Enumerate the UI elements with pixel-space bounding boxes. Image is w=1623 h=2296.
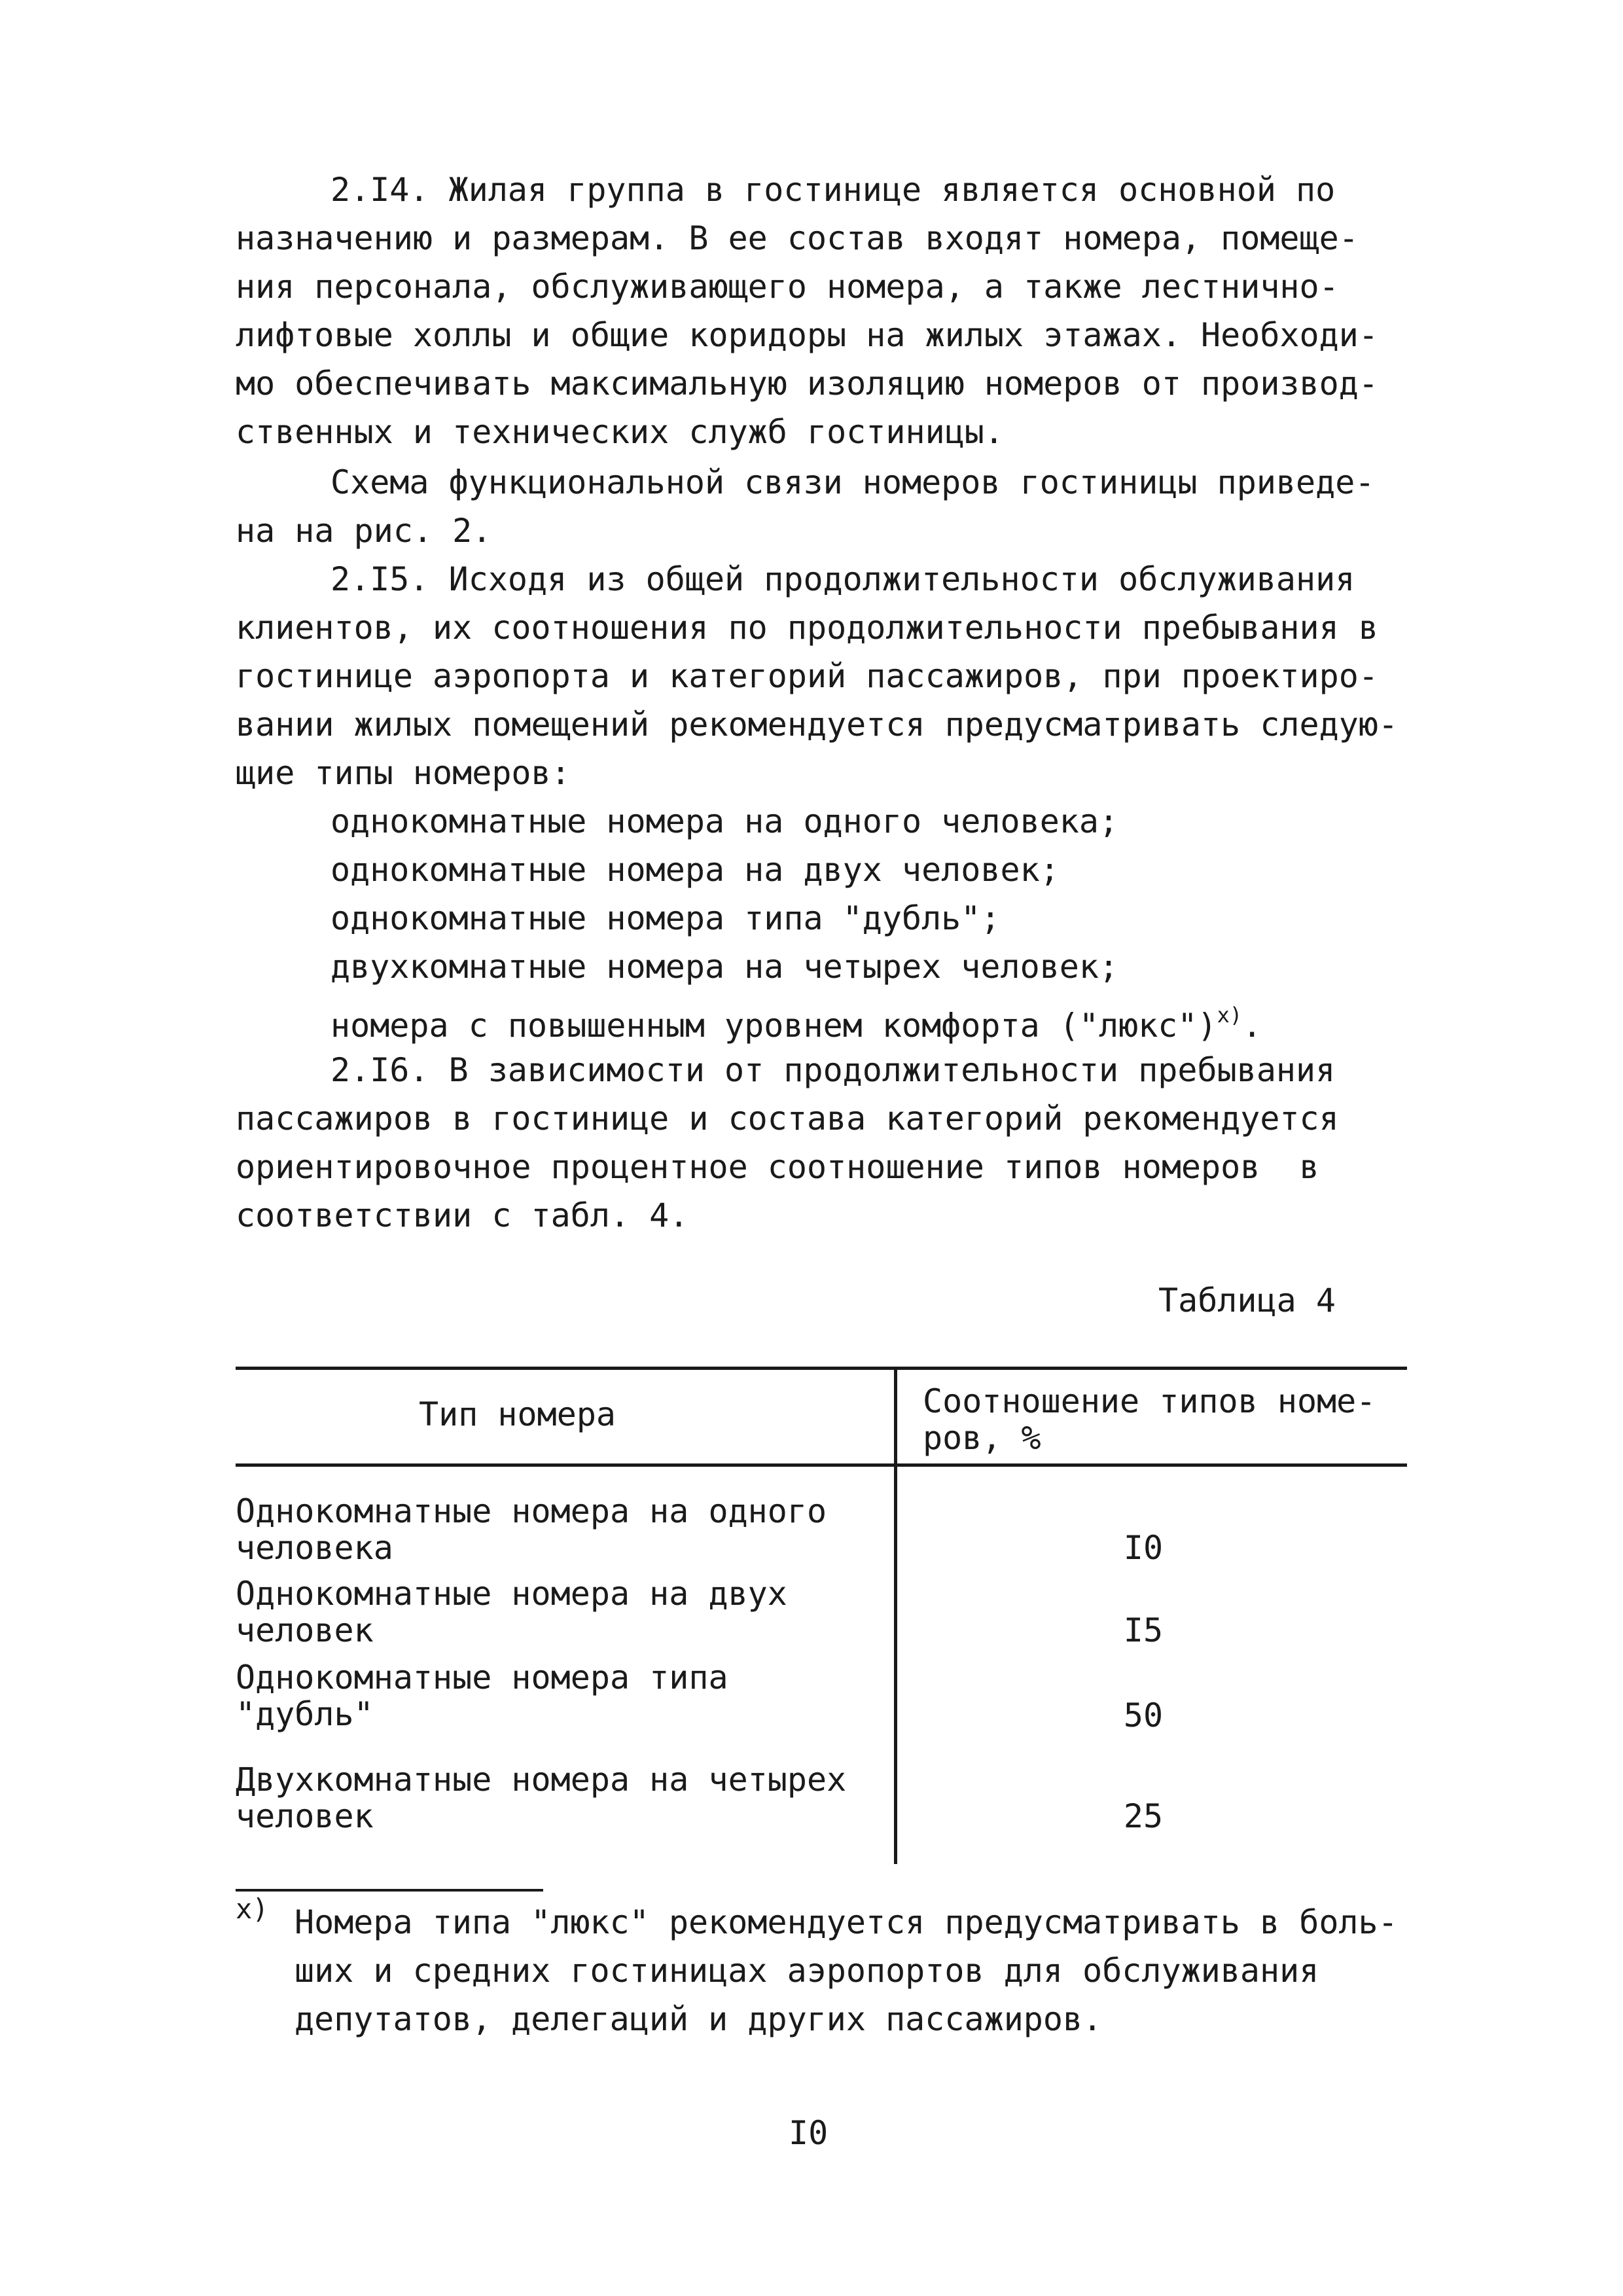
table-column-divider <box>894 1367 897 1864</box>
list-item: однокомнатные номера на двух человек; <box>330 851 1060 889</box>
footnote-line: ших и средних гостиницах аэропортов для обслуживания <box>294 1952 1319 1990</box>
row-name-line: Однокомнатные номера на двух <box>236 1575 787 1613</box>
text-line: пассажиров в гостинице и состава категорий рекомендуется <box>236 1100 1339 1138</box>
text-line: ственных и технических служб гостиницы. <box>236 413 1004 451</box>
footnote-line: Номера типа "люкс" рекомендуется предусматривать в боль- <box>294 1903 1398 1941</box>
list-item: двухкомнатные номера на четырех человек; <box>330 948 1119 986</box>
column-header-type: Тип номера <box>419 1395 616 1433</box>
row-value: 50 <box>1123 1696 1164 1734</box>
column-header-ratio: Соотношение типов номе- <box>923 1382 1376 1420</box>
row-name-line: человек <box>236 1611 374 1649</box>
text-line: лифтовые холлы и общие коридоры на жилых этажах. Необходи- <box>236 316 1378 354</box>
text-line: соответствии с табл. 4. <box>236 1196 689 1234</box>
text-line: клиентов, их соотношения по продолжительности пребывания в <box>236 609 1378 647</box>
text-line: мо обеспечивать максимальную изоляцию номеров от производ- <box>236 365 1378 403</box>
table-caption: Таблица 4 <box>1158 1282 1336 1319</box>
footnote-rule <box>236 1889 543 1892</box>
table-header-rule <box>236 1463 1407 1467</box>
text-line: ориентировочное процентное соотношение типов номеров в <box>236 1148 1319 1186</box>
row-name-line: "дубль" <box>236 1695 374 1733</box>
text-line: на на рис. 2. <box>236 512 492 550</box>
list-item: однокомнатные номера типа "дубль"; <box>330 899 1001 937</box>
column-header-ratio-cont: ров, % <box>923 1419 1041 1457</box>
row-name-line: Однокомнатные номера на одного <box>236 1492 827 1530</box>
lux-text: номера с повышенным уровнем комфорта ("люкс") <box>330 1007 1217 1045</box>
page-number: I0 <box>789 2114 829 2152</box>
row-value: I0 <box>1123 1529 1164 1567</box>
text-line: 2.I6. В зависимости от продолжительности пребывания <box>330 1051 1336 1089</box>
row-value: 25 <box>1123 1797 1164 1835</box>
row-value: I5 <box>1123 1611 1164 1649</box>
text-line: вании жилых помещений рекомендуется предусматривать следую- <box>236 706 1399 744</box>
row-name-line: Двухкомнатные номера на четырех <box>236 1761 847 1799</box>
text-line: гостинице аэропорта и категорий пассажиров, при проектиро- <box>236 657 1378 695</box>
footnote-mark: x) <box>236 1893 269 1925</box>
text-line: 2.I5. Исходя из общей продолжительности обслуживания <box>330 560 1355 598</box>
table-top-rule <box>236 1367 1407 1370</box>
footnote-ref: x) <box>1217 1003 1243 1028</box>
lux-period: . <box>1242 1007 1262 1045</box>
text-line: 2.I4. Жилая группа в гостинице является основной по <box>330 171 1336 209</box>
footnote-line: депутатов, делегаций и других пассажиров. <box>294 2000 1103 2038</box>
row-name-line: человека <box>236 1529 393 1567</box>
text-line: щие типы номеров: <box>236 754 571 792</box>
text-line: назначению и размерам. В ее состав входят номера, помеще- <box>236 219 1359 257</box>
text-line: ния персонала, обслуживающего номера, а также лестнично- <box>236 268 1339 306</box>
list-item-lux <box>330 991 1262 1050</box>
row-name-line: Однокомнатные номера типа <box>236 1659 728 1696</box>
list-item: однокомнатные номера на одного человека; <box>330 802 1119 840</box>
text-line: Схема функциональной связи номеров гостиницы приведе- <box>330 463 1375 501</box>
row-name-line: человек <box>236 1797 374 1835</box>
